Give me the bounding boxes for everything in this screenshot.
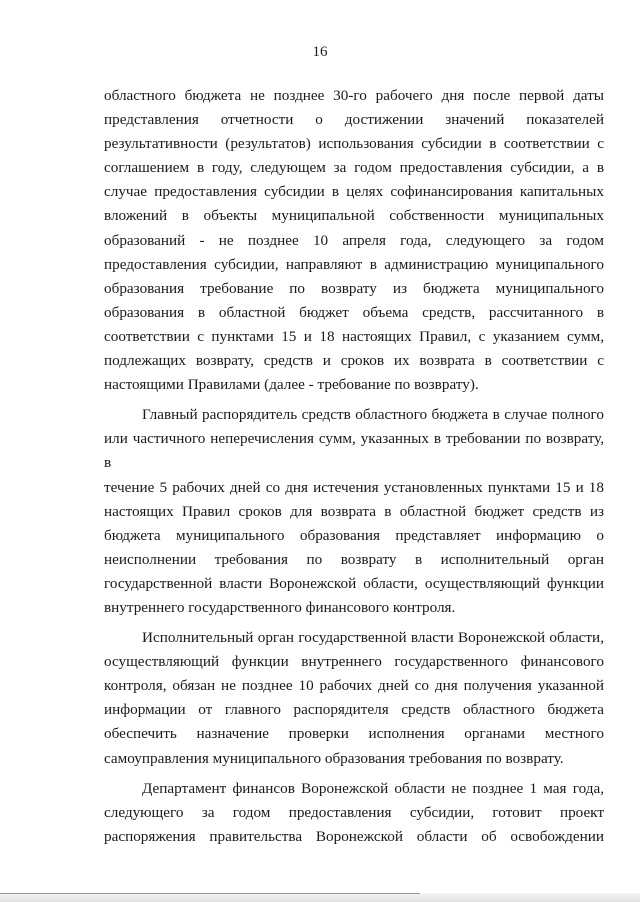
text-line: Исполнительный орган государственной власти Воронежской области, [142,629,604,647]
text-line: неисполнении требования по возврату в исполнительный орган [104,550,604,568]
text-line: предоставления субсидии, направляют в администрацию муниципального [104,255,604,273]
text-line: подлежащих возврату, средств и сроков их возврата в соответствии с [104,352,604,370]
text-line: внутреннего государственного финансового контроля. [104,598,456,616]
paragraph-2 [104,403,604,620]
text-line: самоуправления муниципального образования требования по возврату. [104,749,564,767]
text-line: Департамент финансов Воронежской области не позднее 1 мая года, [142,779,604,797]
text-line: соглашением в году, следующем за годом предоставления субсидии, а в [104,159,604,177]
text-line: контроля, обязан не позднее 10 рабочих дней со дня получения указанной [104,677,604,695]
text-line: соответствии с пунктами 15 и 18 настоящих Правил, с указанием сумм, [104,327,604,345]
scan-bottom-edge [0,893,640,902]
text-line: осуществляющий функции внутреннего государственного финансового [104,653,604,671]
text-line: следующего за годом предоставления субсидии, готовит проект [104,803,604,821]
text-line: или частичного неперечисления сумм, указанных в требовании по возврату, в [104,430,604,472]
text-line: распоряжения правительства Воронежской области об освобождении [104,827,604,845]
text-line: образования требование по возврату из бюджета муниципального [104,279,604,297]
text-line: государственной власти Воронежской области, осуществляющий функции [104,574,604,592]
text-line: настоящих Правил сроков для возврата в областной бюджет средств из [104,502,604,520]
text-line: информации от главного распорядителя средств областного бюджета [104,701,604,719]
text-line: результативности (результатов) использования субсидии в соответствии с [104,135,604,153]
paragraph-1 [104,84,604,397]
text-line: образований - не позднее 10 апреля года, следующего за годом [104,231,604,249]
text-line: вложений в объекты муниципальной собственности муниципальных [104,207,604,225]
text-line: представления отчетности о достижении значений показателей [104,111,604,129]
text-line: случае предоставления субсидии в целях софинансирования капитальных [104,183,604,201]
paragraph-3 [104,626,604,771]
text-line: Главный распорядитель средств областного бюджета в случае полного [142,406,604,424]
text-line: обеспечить назначение проверки исполнения органами местного [104,725,604,743]
paragraph-4 [104,777,604,849]
text-line: течение 5 рабочих дней со дня истечения установленных пунктами 15 и 18 [104,478,604,496]
scan-edge-line [0,893,420,894]
text-line: настоящими Правилами (далее - требование по возврату). [104,376,479,394]
text-line: областного бюджета не позднее 30-го рабочего дня после первой даты [104,87,604,104]
text-line: бюджета муниципального образования представляет информацию о [104,526,604,544]
document-body [104,84,604,849]
text-line: образования в областной бюджет объема средств, рассчитанного в [104,303,604,321]
page-number: 16 [312,44,328,60]
